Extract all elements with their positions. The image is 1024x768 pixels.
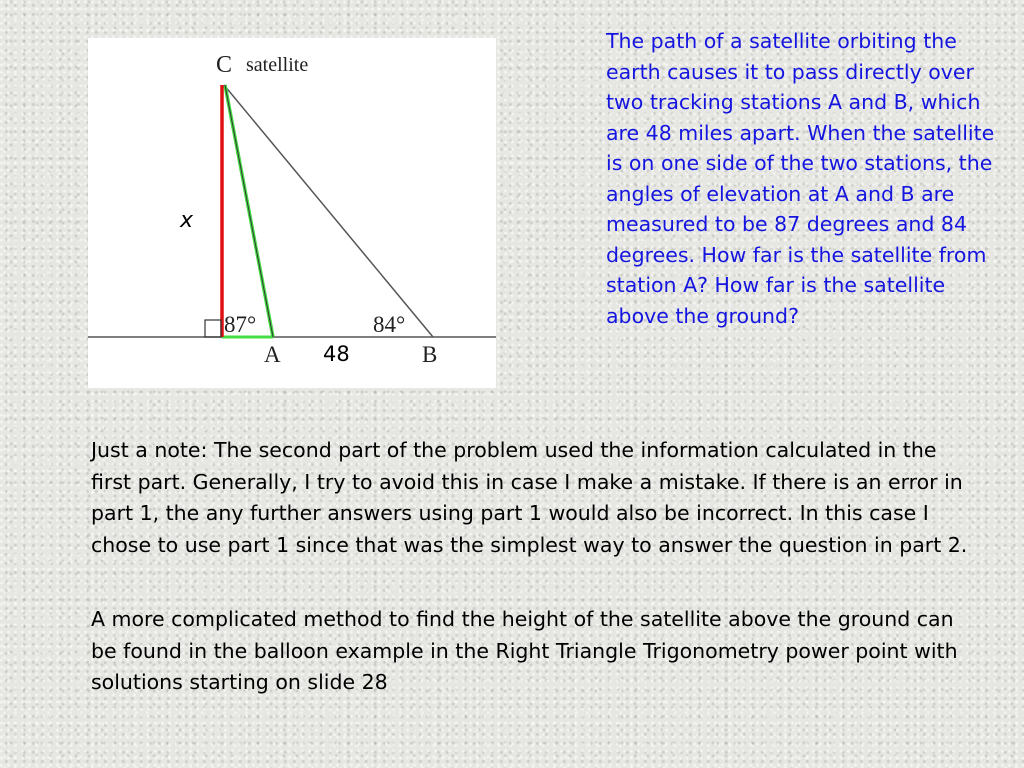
diagram-svg — [88, 38, 496, 388]
method-paragraph: A more complicated method to find the height of the satellite above the ground can be found in the balloon example in the Right Triangle Trigonometry power point with solutions starting on slide 28 — [91, 607, 958, 694]
triangle-diagram — [88, 38, 496, 388]
problem-statement: The path of a satellite orbiting the earth causes it to pass directly over two tracking stations A and B, which are 48 miles apart. When the satellite is on one side of the two stations, the angles of elevation at A and B are measured to be 87 degrees and 84 degrees. How far is the satellite from station A? How far is the satellite above the ground? — [606, 29, 995, 328]
point-a-label: A — [264, 342, 281, 367]
right-angle-marker — [205, 320, 221, 337]
angle-b-label: 84° — [373, 312, 406, 337]
note-paragraph: Just a note: The second part of the problem used the information calculated in the first part. Generally, I try to avoid this in case I make a mistake. If there is an error in part 1, the any further answers using part 1 would also be incorrect. In this case I chose to use part 1 since that was the simplest way to answer the question in part 2. — [91, 438, 968, 557]
angle-a-label: 87° — [224, 312, 257, 337]
point-b-label: B — [422, 342, 438, 367]
height-label: x — [180, 208, 194, 233]
satellite-label: satellite — [246, 54, 309, 76]
base-distance-label: 48 — [323, 342, 350, 366]
line-cb — [224, 85, 433, 337]
vertex-c-label: C — [216, 52, 233, 78]
